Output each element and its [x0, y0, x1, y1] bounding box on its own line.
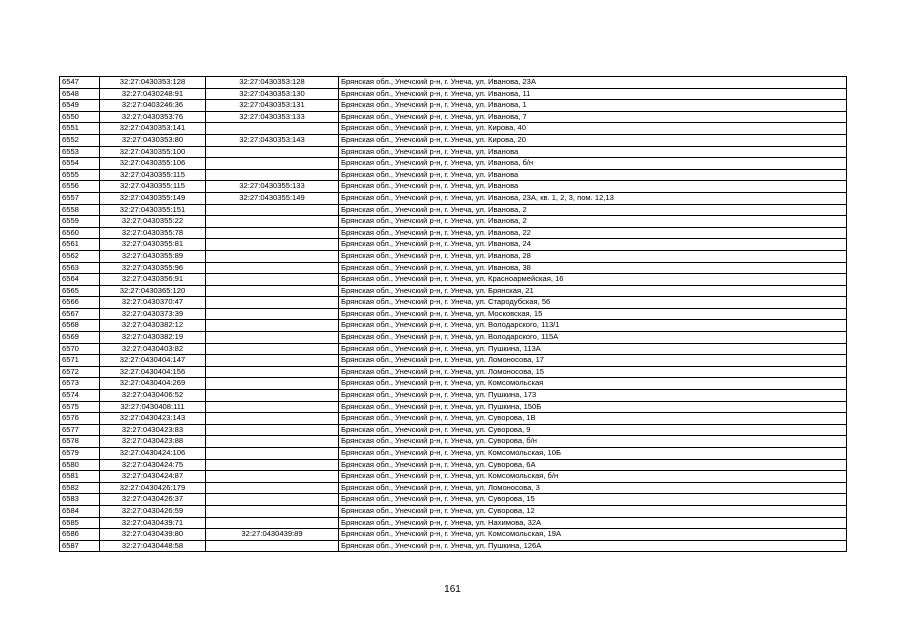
object-cadastral-number-cell	[206, 250, 339, 262]
row-number-cell: 6571	[60, 355, 100, 367]
object-cadastral-number-cell	[206, 494, 339, 506]
land-cadastral-number-cell: 32:27:0430356:91	[100, 274, 206, 286]
address-cell: Брянская обл., Унечский р-н, г. Унеча, ул. Суворова, 9	[339, 424, 847, 436]
object-cadastral-number-cell	[206, 146, 339, 158]
land-cadastral-number-cell: 32:27:0430408:111	[100, 401, 206, 413]
address-cell: Брянская обл., Унечский р-н, г. Унеча, ул. Ломоносова, 3	[339, 482, 847, 494]
object-cadastral-number-cell	[206, 355, 339, 367]
address-cell: Брянская обл., Унечский р-н, г. Унеча, ул. Нахимова, 32А	[339, 517, 847, 529]
land-cadastral-number-cell: 32:27:0430424:87	[100, 471, 206, 483]
table-row	[60, 227, 847, 239]
land-cadastral-number-cell: 32:27:0430373:39	[100, 308, 206, 320]
address-cell: Брянская обл., Унечский р-н, г. Унеча, ул. Иванова, 23А	[339, 77, 847, 89]
object-cadastral-number-cell	[206, 169, 339, 181]
table-row	[60, 401, 847, 413]
address-cell: Брянская обл., Унечский р-н, г. Унеча, ул. Иванова, 7	[339, 111, 847, 123]
object-cadastral-number-cell	[206, 540, 339, 552]
table-row	[60, 517, 847, 529]
object-cadastral-number-cell	[206, 366, 339, 378]
table-row	[60, 448, 847, 460]
land-cadastral-number-cell: 32:27:0430424:106	[100, 448, 206, 460]
table-row	[60, 111, 847, 123]
table-row	[60, 262, 847, 274]
table-row	[60, 529, 847, 541]
object-cadastral-number-cell	[206, 448, 339, 460]
land-cadastral-number-cell: 32:27:0430423:88	[100, 436, 206, 448]
object-cadastral-number-cell	[206, 482, 339, 494]
table-row	[60, 378, 847, 390]
table-row	[60, 123, 847, 135]
row-number-cell: 6566	[60, 297, 100, 309]
address-cell: Брянская обл., Унечский р-н, г. Унеча, ул. Иванова, 1	[339, 100, 847, 112]
row-number-cell: 6569	[60, 332, 100, 344]
address-cell: Брянская обл., Унечский р-н, г. Унеча, ул. Комсомольская, б/н	[339, 471, 847, 483]
table-row	[60, 471, 847, 483]
object-cadastral-number-cell	[206, 436, 339, 448]
address-cell: Брянская обл., Унечский р-н, г. Унеча, ул. Иванова	[339, 146, 847, 158]
object-cadastral-number-cell: 32:27:0430353:133	[206, 111, 339, 123]
table-row	[60, 343, 847, 355]
land-cadastral-number-cell: 32:27:0430353:128	[100, 77, 206, 89]
land-cadastral-number-cell: 32:27:0430355:115	[100, 181, 206, 193]
row-number-cell: 6561	[60, 239, 100, 251]
address-cell: Брянская обл., Унечский р-н, г. Унеча, ул. Ломоносова, 15	[339, 366, 847, 378]
table-row	[60, 436, 847, 448]
land-cadastral-number-cell: 32:27:0430406:52	[100, 390, 206, 402]
row-number-cell: 6581	[60, 471, 100, 483]
object-cadastral-number-cell	[206, 123, 339, 135]
address-cell: Брянская обл., Унечский р-н, г. Унеча, ул. Володарского, 115А	[339, 332, 847, 344]
land-cadastral-number-cell: 32:27:0430426:179	[100, 482, 206, 494]
address-cell: Брянская обл., Унечский р-н, г. Унеча, ул. Пушкина, 113А	[339, 343, 847, 355]
row-number-cell: 6586	[60, 529, 100, 541]
object-cadastral-number-cell	[206, 332, 339, 344]
land-cadastral-number-cell: 32:27:0430439:80	[100, 529, 206, 541]
address-cell: Брянская обл., Унечский р-н, г. Унеча, ул. Иванова, 22	[339, 227, 847, 239]
land-cadastral-number-cell: 32:27:0403246:36	[100, 100, 206, 112]
land-cadastral-number-cell: 32:27:0430404:269	[100, 378, 206, 390]
table-row	[60, 424, 847, 436]
land-cadastral-number-cell: 32:27:0430448:58	[100, 540, 206, 552]
row-number-cell: 6580	[60, 459, 100, 471]
land-cadastral-number-cell: 32:27:0430424:75	[100, 459, 206, 471]
table-row	[60, 134, 847, 146]
object-cadastral-number-cell	[206, 505, 339, 517]
address-cell: Брянская обл., Унечский р-н, г. Унеча, ул. Суворова, 6А	[339, 459, 847, 471]
row-number-cell: 6567	[60, 308, 100, 320]
address-cell: Брянская обл., Унечский р-н, г. Унеча, ул. Иванова, 23А, кв. 1, 2, 3, пом. 12,13	[339, 192, 847, 204]
object-cadastral-number-cell: 32:27:0430439:89	[206, 529, 339, 541]
row-number-cell: 6574	[60, 390, 100, 402]
address-cell: Брянская обл., Унечский р-н, г. Унеча, ул. Иванова	[339, 181, 847, 193]
row-number-cell: 6576	[60, 413, 100, 425]
row-number-cell: 6587	[60, 540, 100, 552]
land-cadastral-number-cell: 32:27:0430353:141	[100, 123, 206, 135]
object-cadastral-number-cell	[206, 285, 339, 297]
address-cell: Брянская обл., Унечский р-н, г. Унеча, ул. Пушкина, 173	[339, 390, 847, 402]
land-cadastral-number-cell: 32:27:0430365:120	[100, 285, 206, 297]
row-number-cell: 6565	[60, 285, 100, 297]
object-cadastral-number-cell	[206, 274, 339, 286]
table-row	[60, 355, 847, 367]
table-row	[60, 216, 847, 228]
row-number-cell: 6583	[60, 494, 100, 506]
object-cadastral-number-cell: 32:27:0430353:128	[206, 77, 339, 89]
table-row	[60, 390, 847, 402]
land-cadastral-number-cell: 32:27:0430355:100	[100, 146, 206, 158]
row-number-cell: 6579	[60, 448, 100, 460]
land-cadastral-number-cell: 32:27:0430370:47	[100, 297, 206, 309]
table-row	[60, 158, 847, 170]
object-cadastral-number-cell: 32:27:0430353:130	[206, 88, 339, 100]
object-cadastral-number-cell	[206, 308, 339, 320]
row-number-cell: 6552	[60, 134, 100, 146]
object-cadastral-number-cell	[206, 262, 339, 274]
row-number-cell: 6560	[60, 227, 100, 239]
address-cell: Брянская обл., Унечский р-н, г. Унеча, ул. Пушкина, 126А	[339, 540, 847, 552]
row-number-cell: 6547	[60, 77, 100, 89]
object-cadastral-number-cell	[206, 401, 339, 413]
object-cadastral-number-cell	[206, 378, 339, 390]
row-number-cell: 6559	[60, 216, 100, 228]
land-cadastral-number-cell: 32:27:0430355:22	[100, 216, 206, 228]
address-cell: Брянская обл., Унечский р-н, г. Унеча, ул. Московская, 15	[339, 308, 847, 320]
address-cell: Брянская обл., Унечский р-н, г. Унеча, ул. Кирова, 20	[339, 134, 847, 146]
address-cell: Брянская обл., Унечский р-н, г. Унеча, ул. Иванова, 11	[339, 88, 847, 100]
table-row	[60, 320, 847, 332]
address-cell: Брянская обл., Унечский р-н, г. Унеча, ул. Иванова, 2	[339, 216, 847, 228]
address-cell: Брянская обл., Унечский р-н, г. Унеча, ул. Иванова, б/н	[339, 158, 847, 170]
land-cadastral-number-cell: 32:27:0430353:76	[100, 111, 206, 123]
row-number-cell: 6557	[60, 192, 100, 204]
row-number-cell: 6558	[60, 204, 100, 216]
table-row	[60, 308, 847, 320]
land-cadastral-number-cell: 32:27:0430355:115	[100, 169, 206, 181]
object-cadastral-number-cell	[206, 424, 339, 436]
row-number-cell: 6562	[60, 250, 100, 262]
object-cadastral-number-cell	[206, 471, 339, 483]
object-cadastral-number-cell	[206, 459, 339, 471]
object-cadastral-number-cell	[206, 239, 339, 251]
table-row	[60, 169, 847, 181]
address-cell: Брянская обл., Унечский р-н, г. Унеча, ул. Комсомольская, 19А	[339, 529, 847, 541]
table-row	[60, 192, 847, 204]
table-row	[60, 146, 847, 158]
object-cadastral-number-cell	[206, 158, 339, 170]
address-cell: Брянская обл., Унечский р-н, г. Унеча, ул. Иванова, 24	[339, 239, 847, 251]
table-row	[60, 332, 847, 344]
object-cadastral-number-cell	[206, 204, 339, 216]
land-cadastral-number-cell: 32:27:0430403:82	[100, 343, 206, 355]
table-row	[60, 482, 847, 494]
address-cell: Брянская обл., Унечский р-н, г. Унеча, ул. Брянская, 21	[339, 285, 847, 297]
address-cell: Брянская обл., Унечский р-н, г. Унеча, ул. Ломоносова, 17	[339, 355, 847, 367]
table-row	[60, 77, 847, 89]
row-number-cell: 6577	[60, 424, 100, 436]
row-number-cell: 6572	[60, 366, 100, 378]
row-number-cell: 6563	[60, 262, 100, 274]
land-cadastral-number-cell: 32:27:0430248:91	[100, 88, 206, 100]
table-row	[60, 285, 847, 297]
address-cell: Брянская обл., Унечский р-н, г. Унеча, ул. Пушкина, 150Б	[339, 401, 847, 413]
object-cadastral-number-cell	[206, 413, 339, 425]
address-cell: Брянская обл., Унечский р-н, г. Унеча, ул. Комсомольская	[339, 378, 847, 390]
page-number: 161	[444, 584, 461, 595]
object-cadastral-number-cell	[206, 390, 339, 402]
address-cell: Брянская обл., Унечский р-н, г. Унеча, ул. Суворова, 1В	[339, 413, 847, 425]
land-cadastral-number-cell: 32:27:0430426:59	[100, 505, 206, 517]
address-cell: Брянская обл., Унечский р-н, г. Унеча, ул. Кирова, 40	[339, 123, 847, 135]
land-cadastral-number-cell: 32:27:0430404:156	[100, 366, 206, 378]
address-cell: Брянская обл., Унечский р-н, г. Унеча, ул. Володарского, 113/1	[339, 320, 847, 332]
land-cadastral-number-cell: 32:27:0430355:106	[100, 158, 206, 170]
object-cadastral-number-cell	[206, 517, 339, 529]
row-number-cell: 6584	[60, 505, 100, 517]
address-cell: Брянская обл., Унечский р-н, г. Унеча, ул. Иванова, 2	[339, 204, 847, 216]
row-number-cell: 6550	[60, 111, 100, 123]
row-number-cell: 6582	[60, 482, 100, 494]
row-number-cell: 6573	[60, 378, 100, 390]
address-cell: Брянская обл., Унечский р-н, г. Унеча, ул. Иванова	[339, 169, 847, 181]
land-cadastral-number-cell: 32:27:0430404:147	[100, 355, 206, 367]
row-number-cell: 6585	[60, 517, 100, 529]
table-row	[60, 239, 847, 251]
land-cadastral-number-cell: 32:27:0430382:19	[100, 332, 206, 344]
table-row	[60, 204, 847, 216]
table-row	[60, 366, 847, 378]
object-cadastral-number-cell	[206, 343, 339, 355]
object-cadastral-number-cell	[206, 297, 339, 309]
row-number-cell: 6568	[60, 320, 100, 332]
table-row	[60, 88, 847, 100]
row-number-cell: 6555	[60, 169, 100, 181]
table-row	[60, 250, 847, 262]
object-cadastral-number-cell	[206, 320, 339, 332]
land-cadastral-number-cell: 32:27:0430382:12	[100, 320, 206, 332]
row-number-cell: 6578	[60, 436, 100, 448]
table-row	[60, 505, 847, 517]
land-cadastral-number-cell: 32:27:0430423:83	[100, 424, 206, 436]
address-cell: Брянская обл., Унечский р-н, г. Унеча, ул. Иванова, 28	[339, 250, 847, 262]
object-cadastral-number-cell: 32:27:0430355:133	[206, 181, 339, 193]
object-cadastral-number-cell: 32:27:0430355:149	[206, 192, 339, 204]
table-row	[60, 540, 847, 552]
registry-table-body	[60, 77, 847, 552]
address-cell: Брянская обл., Унечский р-н, г. Унеча, ул. Красноармейская, 16	[339, 274, 847, 286]
address-cell: Брянская обл., Унечский р-н, г. Унеча, ул. Суворова, 15	[339, 494, 847, 506]
table-row	[60, 100, 847, 112]
row-number-cell: 6564	[60, 274, 100, 286]
land-cadastral-number-cell: 32:27:0430355:96	[100, 262, 206, 274]
address-cell: Брянская обл., Унечский р-н, г. Унеча, ул. Суворова, б/н	[339, 436, 847, 448]
land-cadastral-number-cell: 32:27:0430355:78	[100, 227, 206, 239]
table-row	[60, 494, 847, 506]
address-cell: Брянская обл., Унечский р-н, г. Унеча, ул. Стародубская, 56	[339, 297, 847, 309]
object-cadastral-number-cell	[206, 216, 339, 228]
table-row	[60, 181, 847, 193]
row-number-cell: 6553	[60, 146, 100, 158]
address-cell: Брянская обл., Унечский р-н, г. Унеча, ул. Суворова, 12	[339, 505, 847, 517]
row-number-cell: 6570	[60, 343, 100, 355]
object-cadastral-number-cell	[206, 227, 339, 239]
land-cadastral-number-cell: 32:27:0430355:81	[100, 239, 206, 251]
table-row	[60, 297, 847, 309]
land-cadastral-number-cell: 32:27:0430355:149	[100, 192, 206, 204]
address-cell: Брянская обл., Унечский р-н, г. Унеча, ул. Иванова, 38	[339, 262, 847, 274]
land-cadastral-number-cell: 32:27:0430355:89	[100, 250, 206, 262]
object-cadastral-number-cell: 32:27:0430353:131	[206, 100, 339, 112]
land-cadastral-number-cell: 32:27:0430439:71	[100, 517, 206, 529]
land-cadastral-number-cell: 32:27:0430426:37	[100, 494, 206, 506]
land-cadastral-number-cell: 32:27:0430423:143	[100, 413, 206, 425]
row-number-cell: 6554	[60, 158, 100, 170]
land-cadastral-number-cell: 32:27:0430353:80	[100, 134, 206, 146]
table-row	[60, 413, 847, 425]
row-number-cell: 6549	[60, 100, 100, 112]
registry-table	[59, 76, 847, 552]
address-cell: Брянская обл., Унечский р-н, г. Унеча, ул. Комсомольская, 10Б	[339, 448, 847, 460]
table-row	[60, 459, 847, 471]
object-cadastral-number-cell: 32:27:0430353:143	[206, 134, 339, 146]
row-number-cell: 6548	[60, 88, 100, 100]
table-row	[60, 274, 847, 286]
row-number-cell: 6556	[60, 181, 100, 193]
row-number-cell: 6551	[60, 123, 100, 135]
row-number-cell: 6575	[60, 401, 100, 413]
land-cadastral-number-cell: 32:27:0430355:151	[100, 204, 206, 216]
